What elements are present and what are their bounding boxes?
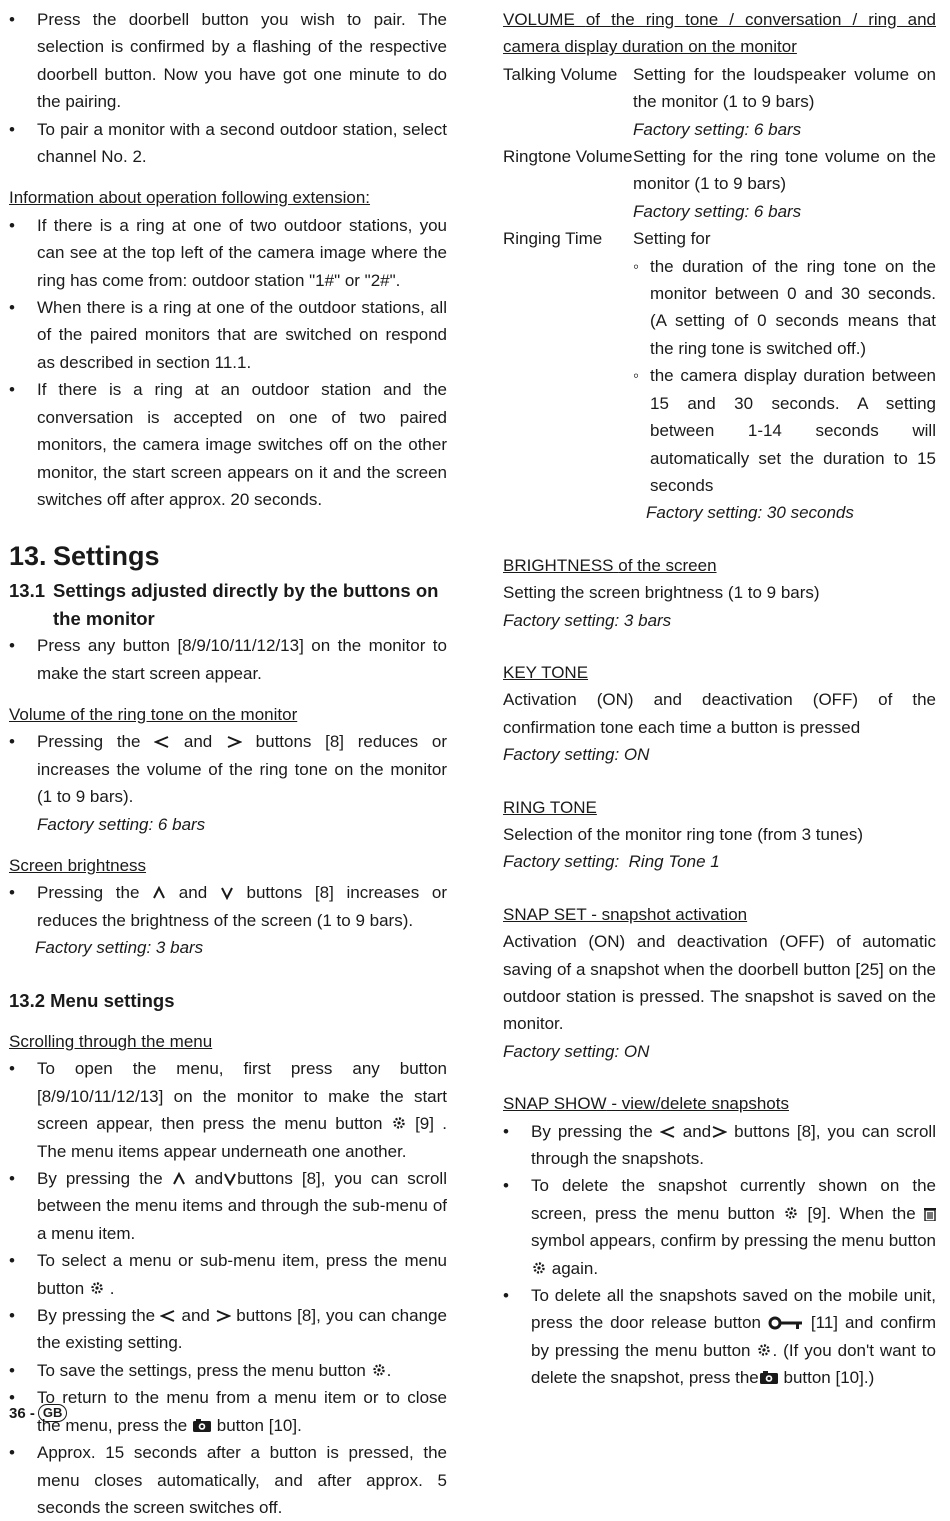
- text: and: [194, 1169, 224, 1189]
- text: To select a menu or sub-menu item, press the menu button: [37, 1251, 447, 1298]
- snapshow-head: SNAP SHOW: [503, 1094, 607, 1114]
- volume-bullet-list: [9, 728, 447, 810]
- brightness-head: BRIGHTNESS: [503, 555, 614, 575]
- brightness-heading: Screen brightness: [9, 855, 147, 875]
- chevron-up-icon: [172, 1172, 186, 1186]
- text: To save the settings, press the menu button: [37, 1360, 366, 1380]
- text: Pressing the: [37, 883, 140, 903]
- chevron-right-icon: [215, 1309, 231, 1323]
- extension-bullet-list: [9, 212, 447, 513]
- extension-heading: Information about operation following extension:: [9, 188, 371, 208]
- snapshow-heading: [503, 1090, 936, 1117]
- list-item: [9, 1247, 447, 1302]
- text: button [10].: [216, 1415, 302, 1435]
- text: and: [178, 883, 208, 903]
- menu-gear-icon: [783, 1205, 799, 1221]
- section-number: 13.: [9, 541, 47, 572]
- scroll-heading: Scrolling through the menu: [9, 1032, 213, 1051]
- volume-menu-heading: [503, 6, 936, 61]
- chevron-down-icon: [220, 886, 234, 900]
- ringtone-text: Selection of the monitor ring tone (from 3 tunes): [503, 824, 864, 844]
- keytone-head: KEY TONE: [503, 662, 589, 682]
- text: [9]. When the: [807, 1203, 916, 1223]
- text: Setting for: [633, 229, 711, 249]
- list-item: • Press any button [8/9/10/11/12/13] on the monitor to make the start screen appear.: [9, 632, 447, 687]
- section-heading: [9, 539, 447, 573]
- menu-gear-icon: [371, 1362, 387, 1378]
- factory-setting: Factory setting: 6 bars: [633, 119, 802, 139]
- text: buttons [8], you can change the existing setting.: [37, 1306, 447, 1353]
- text: again.: [551, 1258, 599, 1278]
- sub1-bullet-list: [9, 632, 447, 687]
- text: To delete the snapshot currently shown on the screen, press the menu button: [531, 1176, 936, 1223]
- key-icon: [768, 1316, 804, 1330]
- brightness-factory: Factory setting: 3 bars: [503, 610, 672, 630]
- snapshow-head-rest: - view/delete snapshots: [606, 1094, 789, 1114]
- subsection-title: Settings adjusted directly by the buttons on the monitor: [53, 580, 439, 629]
- text: To return to the menu from a menu item or to close the menu, press the: [37, 1388, 447, 1435]
- menu-gear-icon: [89, 1280, 105, 1296]
- keytone-text: Activation (ON) and deactivation (OFF) of the confirmation tone each time a button is pressed: [503, 690, 936, 737]
- ringtone-volume-def: [633, 143, 936, 225]
- volume-factory-setting: Factory setting: 6 bars: [37, 814, 206, 834]
- text: To delete all the snapshots saved on the mobile unit, press the door release button: [531, 1286, 936, 1333]
- text: buttons [8], you can scroll between the menu items and through the sub-menu of a menu item.: [37, 1169, 447, 1243]
- list-item: • If there is a ring at one of two outdoor stations, you can see at the top left of the camera image where the ring has come from: outdoor station "1#" or "2#".: [9, 212, 447, 294]
- text: and: [682, 1121, 712, 1141]
- snapset-heading: [503, 901, 936, 928]
- menu-gear-icon: [391, 1115, 407, 1131]
- menu-gear-icon: [756, 1342, 772, 1358]
- ringtone-factory: Factory setting: Ring Tone 1: [503, 852, 720, 872]
- chevron-up-icon: [152, 886, 166, 900]
- page-footer: [9, 1404, 67, 1422]
- list-item: • Approx. 15 seconds after a button is pressed, the menu closes automatically, and after approx. 5 seconds the screen switches off.: [9, 1439, 447, 1521]
- page-number: 36 -: [9, 1404, 35, 1422]
- subsection-number: 13.1: [9, 580, 46, 602]
- ringtone-volume-term: Ringtone Volume: [503, 147, 633, 167]
- ringtone-head: RING TONE: [503, 797, 597, 817]
- text: By pressing the: [37, 1169, 163, 1189]
- snapshow-bullet-list: [503, 1118, 936, 1392]
- list-item: [9, 1302, 447, 1357]
- subsection-heading-13-1: [9, 577, 447, 632]
- text: [11] and confirm by pressing the menu button: [531, 1313, 936, 1360]
- volume-head-rest: of the ring tone / conversation / ring and camera display duration on the monitor: [503, 10, 936, 57]
- chevron-left-icon: [154, 735, 170, 749]
- talking-volume-term: Talking Volume: [503, 64, 618, 84]
- text: and: [183, 732, 213, 752]
- list-item: [9, 1357, 447, 1384]
- language-badge: GB: [38, 1404, 68, 1422]
- trash-icon: [924, 1207, 936, 1221]
- text: By pressing the: [531, 1121, 653, 1141]
- camera-button-icon: [192, 1419, 212, 1433]
- chevron-down-icon: [223, 1172, 237, 1186]
- list-item: • Press the doorbell button you wish to pair. The selection is confirmed by a flashing of the respective doorbell button. Now you have got one minute to do the pairing.: [9, 6, 447, 116]
- volume-definition-table: [503, 61, 936, 527]
- text: button [10].): [783, 1368, 875, 1388]
- text: By pressing the: [37, 1306, 156, 1326]
- factory-setting: Factory setting: 6 bars: [633, 201, 802, 221]
- snapset-head-rest: - snapshot activation: [586, 904, 748, 924]
- chevron-right-icon: [711, 1125, 727, 1139]
- text: symbol appears, confirm by pressing the menu button: [531, 1231, 936, 1251]
- list-item: [503, 1282, 936, 1392]
- talking-volume-def: [633, 61, 936, 143]
- brightness-head-rest: of the screen: [618, 555, 717, 575]
- list-item: [9, 728, 447, 810]
- text: .: [386, 1360, 392, 1380]
- keytone-factory: Factory setting: ON: [503, 745, 650, 765]
- chevron-left-icon: [160, 1309, 176, 1323]
- right-column: [503, 6, 936, 1392]
- volume-heading: Volume of the ring tone on the monitor: [9, 704, 298, 724]
- ringing-time-term: Ringing Time: [503, 229, 603, 249]
- list-item: [503, 1172, 936, 1282]
- list-item: [9, 1165, 447, 1247]
- snapset-text: Activation (ON) and deactivation (OFF) of automatic saving of a snapshot when the doorbell button [25] on the outdoor station is pressed. The snapshot is saved on the monitor.: [503, 932, 936, 1034]
- list-item: • When there is a ring at one of the outdoor stations, all of the paired monitors that are switched on respond as described in section 11.1.: [9, 294, 447, 376]
- list-item: ◦ the duration of the ring tone on the monitor between 0 and 30 seconds. (A setting of 0 seconds means that the ring tone is switched off.): [633, 253, 936, 363]
- text: To open the menu, first press any button [8/9/10/11/12/13] on the monitor to make the start screen appear, then press the menu button: [37, 1059, 447, 1134]
- chevron-left-icon: [660, 1125, 676, 1139]
- text: Setting for the loudspeaker volume on the monitor (1 to 9 bars): [633, 64, 936, 112]
- snapset-head: SNAP SET: [503, 904, 587, 924]
- snapset-factory: Factory setting: ON: [503, 1041, 650, 1061]
- section-title: Settings: [53, 541, 160, 572]
- brightness-text: Setting the screen brightness (1 to 9 bars): [503, 583, 820, 603]
- text: [9] . The menu items appear underneath one another.: [37, 1114, 447, 1161]
- chevron-right-icon: [226, 735, 242, 749]
- text: buttons [8] reduces or increases the volume of the ring tone on the monitor (1 to 9 bars).: [37, 732, 447, 807]
- list-item: [9, 879, 447, 934]
- list-item: [503, 1118, 936, 1173]
- brightness-bullet-list: [9, 879, 447, 934]
- ringing-time-list: [633, 253, 936, 500]
- list-item: [9, 1055, 447, 1165]
- pair-bullet-list: [9, 6, 447, 170]
- ringing-time-def: [633, 225, 936, 526]
- list-item: [9, 1384, 447, 1439]
- menu-bullet-list: [9, 1055, 447, 1521]
- camera-button-icon: [759, 1371, 779, 1385]
- subsection-heading-13-2: 13.2 Menu settings: [9, 989, 175, 1011]
- volume-head: VOLUME: [503, 10, 575, 29]
- brightness-section: [503, 552, 936, 579]
- text: Setting for the ring tone volume on the monitor (1 to 9 bars): [633, 147, 936, 194]
- factory-setting: Factory setting: 30 seconds: [646, 503, 854, 523]
- list-item: • If there is a ring at an outdoor station and the conversation is accepted on one of two paired monitors, the camera image switches off on the other monitor, the start screen appears on it and the screen switches off after approx. 20 seconds.: [9, 376, 447, 513]
- text: .: [109, 1278, 115, 1298]
- text: and: [181, 1306, 210, 1326]
- menu-gear-icon: [531, 1260, 547, 1276]
- text: buttons [8], you can scroll through the snapshots.: [531, 1121, 936, 1169]
- text: buttons [8] increases or reduces the brightness of the screen (1 to 9 bars).: [37, 883, 448, 930]
- left-column: [9, 6, 447, 1521]
- text: . (If you don't want to delete the snapshot, press the: [531, 1340, 936, 1388]
- list-item: ◦ the camera display duration between 15 and 30 seconds. A setting between 1-14 seconds will automatically set the duration to 15 seconds: [633, 362, 936, 499]
- text: Pressing the: [37, 732, 141, 752]
- brightness-factory-setting: Factory setting: 3 bars: [35, 938, 204, 958]
- list-item: • To pair a monitor with a second outdoor station, select channel No. 2.: [9, 116, 447, 171]
